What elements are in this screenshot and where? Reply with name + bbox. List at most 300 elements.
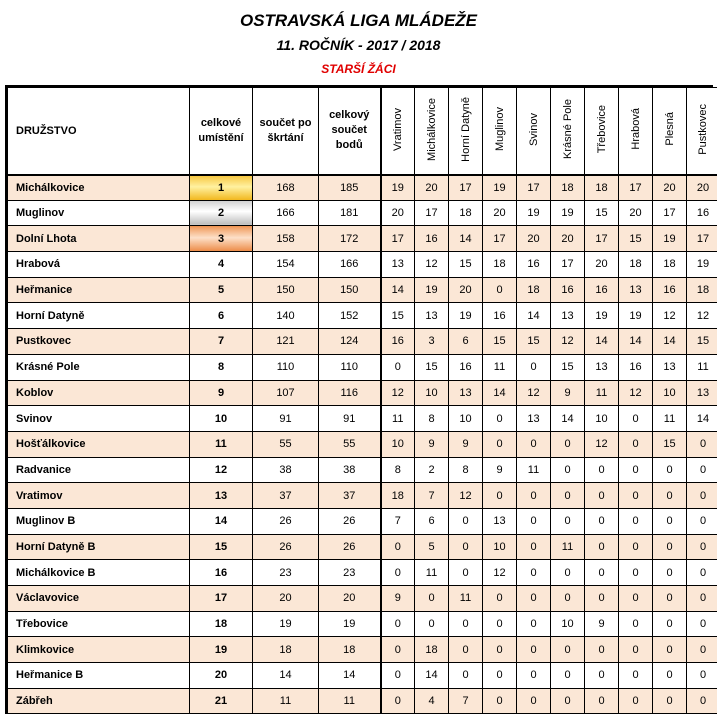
event-score-cell: 17 [449,175,483,201]
event-score-cell: 0 [687,483,717,509]
event-score-cell: 0 [381,637,415,663]
table-row [8,637,717,663]
sum-cut-cell: 19 [253,611,319,637]
event-score-cell: 0 [381,354,415,380]
column-header-event: Hrabová [619,88,653,175]
team-name-cell: Michálkovice B [8,560,190,586]
event-score-cell: 9 [551,380,585,406]
event-score-cell: 16 [449,354,483,380]
event-score-cell: 0 [585,688,619,714]
sum-cut-cell: 107 [253,380,319,406]
event-score-cell: 0 [415,586,449,612]
rank-cell: 8 [190,354,253,380]
sum-total-cell: 55 [319,431,381,457]
event-score-cell: 13 [381,252,415,278]
sum-total-cell: 18 [319,637,381,663]
event-score-cell: 0 [381,560,415,586]
event-score-cell: 16 [381,329,415,355]
event-score-cell: 14 [415,663,449,689]
rank-cell: 18 [190,611,253,637]
event-score-cell: 0 [653,688,687,714]
rank-cell: 16 [190,560,253,586]
table-row [8,200,717,226]
event-score-cell: 0 [619,560,653,586]
event-score-cell: 6 [449,329,483,355]
table-row [8,560,717,586]
rank-cell: 1 [190,175,253,201]
event-score-cell: 13 [483,508,517,534]
sum-total-cell: 110 [319,354,381,380]
event-score-cell: 0 [653,483,687,509]
event-score-cell: 0 [585,483,619,509]
event-score-cell: 18 [449,200,483,226]
event-score-cell: 11 [585,380,619,406]
column-header-sum-cut: součet po škrtání [253,88,319,175]
table-row [8,380,717,406]
event-score-cell: 18 [415,637,449,663]
event-score-cell: 11 [415,560,449,586]
rank-cell: 4 [190,252,253,278]
event-score-cell: 6 [415,508,449,534]
event-score-cell: 0 [551,688,585,714]
event-score-cell: 12 [517,380,551,406]
event-score-cell: 13 [619,277,653,303]
sum-cut-cell: 11 [253,688,319,714]
sum-total-cell: 26 [319,508,381,534]
event-score-cell: 0 [449,663,483,689]
event-score-cell: 18 [381,483,415,509]
event-score-cell: 0 [483,431,517,457]
event-score-cell: 12 [483,560,517,586]
event-score-cell: 9 [415,431,449,457]
sum-cut-cell: 154 [253,252,319,278]
category-label: STARŠÍ ŽÁCI [321,62,396,76]
event-score-cell: 0 [517,431,551,457]
sum-cut-cell: 38 [253,457,319,483]
sum-cut-cell: 121 [253,329,319,355]
table-row [8,226,717,252]
sum-total-cell: 38 [319,457,381,483]
table-row [8,277,717,303]
event-score-cell: 0 [551,663,585,689]
team-name-cell: Zábřeh [8,688,190,714]
sum-total-cell: 11 [319,688,381,714]
results-table-frame [5,85,713,714]
event-score-cell: 19 [619,303,653,329]
event-score-cell: 0 [619,508,653,534]
event-score-cell: 12 [585,431,619,457]
event-score-cell: 0 [517,663,551,689]
event-score-cell: 10 [381,431,415,457]
event-score-cell: 10 [653,380,687,406]
event-score-cell: 10 [483,534,517,560]
event-score-cell: 14 [687,406,717,432]
rank-cell: 17 [190,586,253,612]
event-score-cell: 14 [517,303,551,329]
event-score-cell: 14 [381,277,415,303]
event-score-cell: 0 [653,637,687,663]
event-score-cell: 10 [585,406,619,432]
table-row [8,406,717,432]
event-score-cell: 11 [449,586,483,612]
event-score-cell: 14 [449,226,483,252]
sum-cut-cell: 140 [253,303,319,329]
rank-cell: 9 [190,380,253,406]
event-score-cell: 0 [653,457,687,483]
sum-total-cell: 116 [319,380,381,406]
event-score-cell: 0 [585,534,619,560]
event-score-cell: 20 [381,200,415,226]
table-row [8,586,717,612]
event-score-cell: 14 [551,406,585,432]
rank-cell: 7 [190,329,253,355]
event-score-cell: 9 [381,586,415,612]
team-name-cell: Klimkovice [8,637,190,663]
event-score-cell: 16 [517,252,551,278]
rank-cell: 3 [190,226,253,252]
team-name-cell: Dolní Lhota [8,226,190,252]
event-score-cell: 3 [415,329,449,355]
sum-total-cell: 23 [319,560,381,586]
event-score-cell: 18 [585,175,619,201]
event-score-cell: 0 [687,431,717,457]
event-score-cell: 16 [415,226,449,252]
table-row [8,303,717,329]
event-score-cell: 15 [551,354,585,380]
event-score-cell: 0 [619,483,653,509]
event-score-cell: 20 [483,200,517,226]
column-header-event: Michálkovice [415,88,449,175]
event-score-cell: 8 [415,406,449,432]
team-name-cell: Heřmanice [8,277,190,303]
sum-cut-cell: 14 [253,663,319,689]
event-score-cell: 0 [687,611,717,637]
rank-cell: 6 [190,303,253,329]
table-row [8,329,717,355]
event-score-cell: 0 [653,508,687,534]
event-score-cell: 0 [381,534,415,560]
event-score-cell: 0 [449,560,483,586]
sum-total-cell: 37 [319,483,381,509]
event-score-cell: 0 [517,534,551,560]
event-score-cell: 0 [517,560,551,586]
event-score-cell: 15 [653,431,687,457]
event-score-cell: 7 [381,508,415,534]
event-score-cell: 0 [381,611,415,637]
event-score-cell: 0 [381,688,415,714]
sum-total-cell: 166 [319,252,381,278]
rank-cell: 21 [190,688,253,714]
event-score-cell: 14 [585,329,619,355]
event-score-cell: 10 [449,406,483,432]
event-score-cell: 13 [687,380,717,406]
event-score-cell: 9 [483,457,517,483]
event-score-cell: 0 [449,611,483,637]
team-name-cell: Hošťálkovice [8,431,190,457]
rank-cell: 11 [190,431,253,457]
event-score-cell: 20 [619,200,653,226]
team-name-cell: Václavovice [8,586,190,612]
event-score-cell: 0 [653,663,687,689]
event-score-cell: 17 [585,226,619,252]
table-row [8,252,717,278]
event-score-cell: 20 [517,226,551,252]
table-row [8,354,717,380]
event-score-cell: 11 [551,534,585,560]
sum-cut-cell: 37 [253,483,319,509]
event-score-cell: 11 [687,354,717,380]
sum-cut-cell: 20 [253,586,319,612]
event-score-cell: 0 [517,586,551,612]
sum-cut-cell: 166 [253,200,319,226]
event-score-cell: 16 [687,200,717,226]
sum-total-cell: 150 [319,277,381,303]
event-score-cell: 12 [415,252,449,278]
sum-cut-cell: 168 [253,175,319,201]
event-score-cell: 0 [687,586,717,612]
league-title: OSTRAVSKÁ LIGA MLÁDEŽE [239,11,478,30]
event-score-cell: 0 [483,586,517,612]
team-name-cell: Muglinov B [8,508,190,534]
event-score-cell: 17 [653,200,687,226]
sum-total-cell: 20 [319,586,381,612]
event-score-cell: 20 [551,226,585,252]
event-score-cell: 0 [483,637,517,663]
event-score-cell: 0 [585,663,619,689]
event-score-cell: 0 [483,483,517,509]
team-name-cell: Krásné Pole [8,354,190,380]
sum-cut-cell: 91 [253,406,319,432]
table-row [8,534,717,560]
event-score-cell: 13 [415,303,449,329]
column-header-event: Muglinov [483,88,517,175]
event-score-cell: 19 [551,200,585,226]
event-score-cell: 12 [551,329,585,355]
event-score-cell: 0 [653,611,687,637]
event-score-cell: 18 [551,175,585,201]
event-score-cell: 19 [585,303,619,329]
event-score-cell: 0 [483,277,517,303]
event-score-cell: 0 [619,637,653,663]
event-score-cell: 12 [381,380,415,406]
event-score-cell: 20 [653,175,687,201]
event-score-cell: 7 [415,483,449,509]
event-score-cell: 18 [619,252,653,278]
event-score-cell: 15 [415,354,449,380]
event-score-cell: 16 [585,277,619,303]
event-score-cell: 17 [517,175,551,201]
team-name-cell: Vratimov [8,483,190,509]
team-name-cell: Hrabová [8,252,190,278]
event-score-cell: 0 [517,354,551,380]
event-score-cell: 19 [517,200,551,226]
event-score-cell: 0 [653,560,687,586]
sum-cut-cell: 18 [253,637,319,663]
event-score-cell: 16 [551,277,585,303]
sum-total-cell: 181 [319,200,381,226]
event-score-cell: 16 [619,354,653,380]
event-score-cell: 14 [653,329,687,355]
event-score-cell: 15 [687,329,717,355]
event-score-cell: 17 [381,226,415,252]
table-row [8,483,717,509]
rank-cell: 13 [190,483,253,509]
column-header-event: Horní Datyně [449,88,483,175]
team-name-cell: Radvanice [8,457,190,483]
event-score-cell: 0 [585,457,619,483]
event-score-cell: 0 [619,406,653,432]
event-score-cell: 15 [585,200,619,226]
team-name-cell: Muglinov [8,200,190,226]
event-score-cell: 13 [551,303,585,329]
sum-cut-cell: 26 [253,534,319,560]
event-score-cell: 17 [687,226,717,252]
event-score-cell: 9 [585,611,619,637]
event-score-cell: 17 [483,226,517,252]
sum-total-cell: 172 [319,226,381,252]
table-row [8,688,717,714]
event-score-cell: 17 [619,175,653,201]
column-header-event: Třebovice [585,88,619,175]
event-score-cell: 0 [483,688,517,714]
event-score-cell: 0 [551,457,585,483]
event-score-cell: 19 [381,175,415,201]
event-score-cell: 0 [619,688,653,714]
event-score-cell: 15 [619,226,653,252]
table-row [8,457,717,483]
table-row [8,663,717,689]
event-score-cell: 13 [449,380,483,406]
event-score-cell: 0 [653,586,687,612]
sum-total-cell: 19 [319,611,381,637]
event-score-cell: 0 [585,637,619,663]
event-score-cell: 15 [381,303,415,329]
rank-cell: 12 [190,457,253,483]
event-score-cell: 0 [687,534,717,560]
team-name-cell: Heřmanice B [8,663,190,689]
event-score-cell: 0 [449,508,483,534]
sum-cut-cell: 110 [253,354,319,380]
event-score-cell: 16 [483,303,517,329]
event-score-cell: 0 [551,560,585,586]
column-header-team: DRUŽSTVO [8,88,190,175]
event-score-cell: 0 [483,406,517,432]
event-score-cell: 0 [585,586,619,612]
event-score-cell: 0 [551,637,585,663]
event-score-cell: 19 [415,277,449,303]
sum-total-cell: 14 [319,663,381,689]
results-table [7,87,717,714]
event-score-cell: 10 [551,611,585,637]
event-score-cell: 0 [551,586,585,612]
event-score-cell: 0 [517,508,551,534]
column-header-event: Svinov [517,88,551,175]
event-score-cell: 2 [415,457,449,483]
event-score-cell: 0 [551,483,585,509]
event-score-cell: 0 [619,663,653,689]
team-name-cell: Horní Datyně B [8,534,190,560]
event-score-cell: 0 [687,560,717,586]
rank-cell: 14 [190,508,253,534]
event-score-cell: 14 [619,329,653,355]
rank-cell: 19 [190,637,253,663]
sum-total-cell: 26 [319,534,381,560]
event-score-cell: 0 [619,611,653,637]
event-score-cell: 15 [449,252,483,278]
event-score-cell: 20 [449,277,483,303]
sum-total-cell: 185 [319,175,381,201]
event-score-cell: 0 [517,611,551,637]
column-header-event: Krásné Pole [551,88,585,175]
event-score-cell: 18 [687,277,717,303]
rank-cell: 20 [190,663,253,689]
event-score-cell: 12 [653,303,687,329]
table-row [8,611,717,637]
event-score-cell: 15 [483,329,517,355]
event-score-cell: 8 [381,457,415,483]
rank-cell: 10 [190,406,253,432]
column-header-sum-total: celkový součet bodů [319,88,381,175]
event-score-cell: 16 [653,277,687,303]
event-score-cell: 19 [449,303,483,329]
results-body [8,175,717,714]
column-header-event: Plesná [653,88,687,175]
event-score-cell: 19 [687,252,717,278]
event-score-cell: 0 [619,534,653,560]
event-score-cell: 0 [517,688,551,714]
event-score-cell: 12 [449,483,483,509]
team-name-cell: Horní Datyně [8,303,190,329]
season-subtitle: 11. ROČNÍK - 2017 / 2018 [276,37,441,53]
column-header-event: Vratimov [381,88,415,175]
event-score-cell: 0 [517,483,551,509]
event-score-cell: 8 [449,457,483,483]
event-score-cell: 11 [483,354,517,380]
team-name-cell: Třebovice [8,611,190,637]
event-score-cell: 13 [517,406,551,432]
column-header-event: Pustkovec [687,88,717,175]
event-score-cell: 10 [415,380,449,406]
event-score-cell: 5 [415,534,449,560]
event-score-cell: 18 [483,252,517,278]
event-score-cell: 13 [585,354,619,380]
event-score-cell: 0 [449,637,483,663]
event-score-cell: 0 [687,457,717,483]
event-score-cell: 0 [619,457,653,483]
rank-cell: 5 [190,277,253,303]
sum-cut-cell: 55 [253,431,319,457]
sum-total-cell: 124 [319,329,381,355]
event-score-cell: 0 [381,663,415,689]
team-name-cell: Koblov [8,380,190,406]
event-score-cell: 20 [585,252,619,278]
event-score-cell: 20 [687,175,717,201]
event-score-cell: 0 [619,431,653,457]
event-score-cell: 19 [483,175,517,201]
event-score-cell: 11 [517,457,551,483]
column-header-rank: celkové umístění [190,88,253,175]
event-score-cell: 20 [415,175,449,201]
event-score-cell: 18 [517,277,551,303]
event-score-cell: 0 [415,611,449,637]
table-row [8,175,717,201]
event-score-cell: 19 [653,226,687,252]
sum-cut-cell: 26 [253,508,319,534]
rank-cell: 15 [190,534,253,560]
header-row [8,88,717,175]
table-row [8,508,717,534]
event-score-cell: 0 [653,534,687,560]
